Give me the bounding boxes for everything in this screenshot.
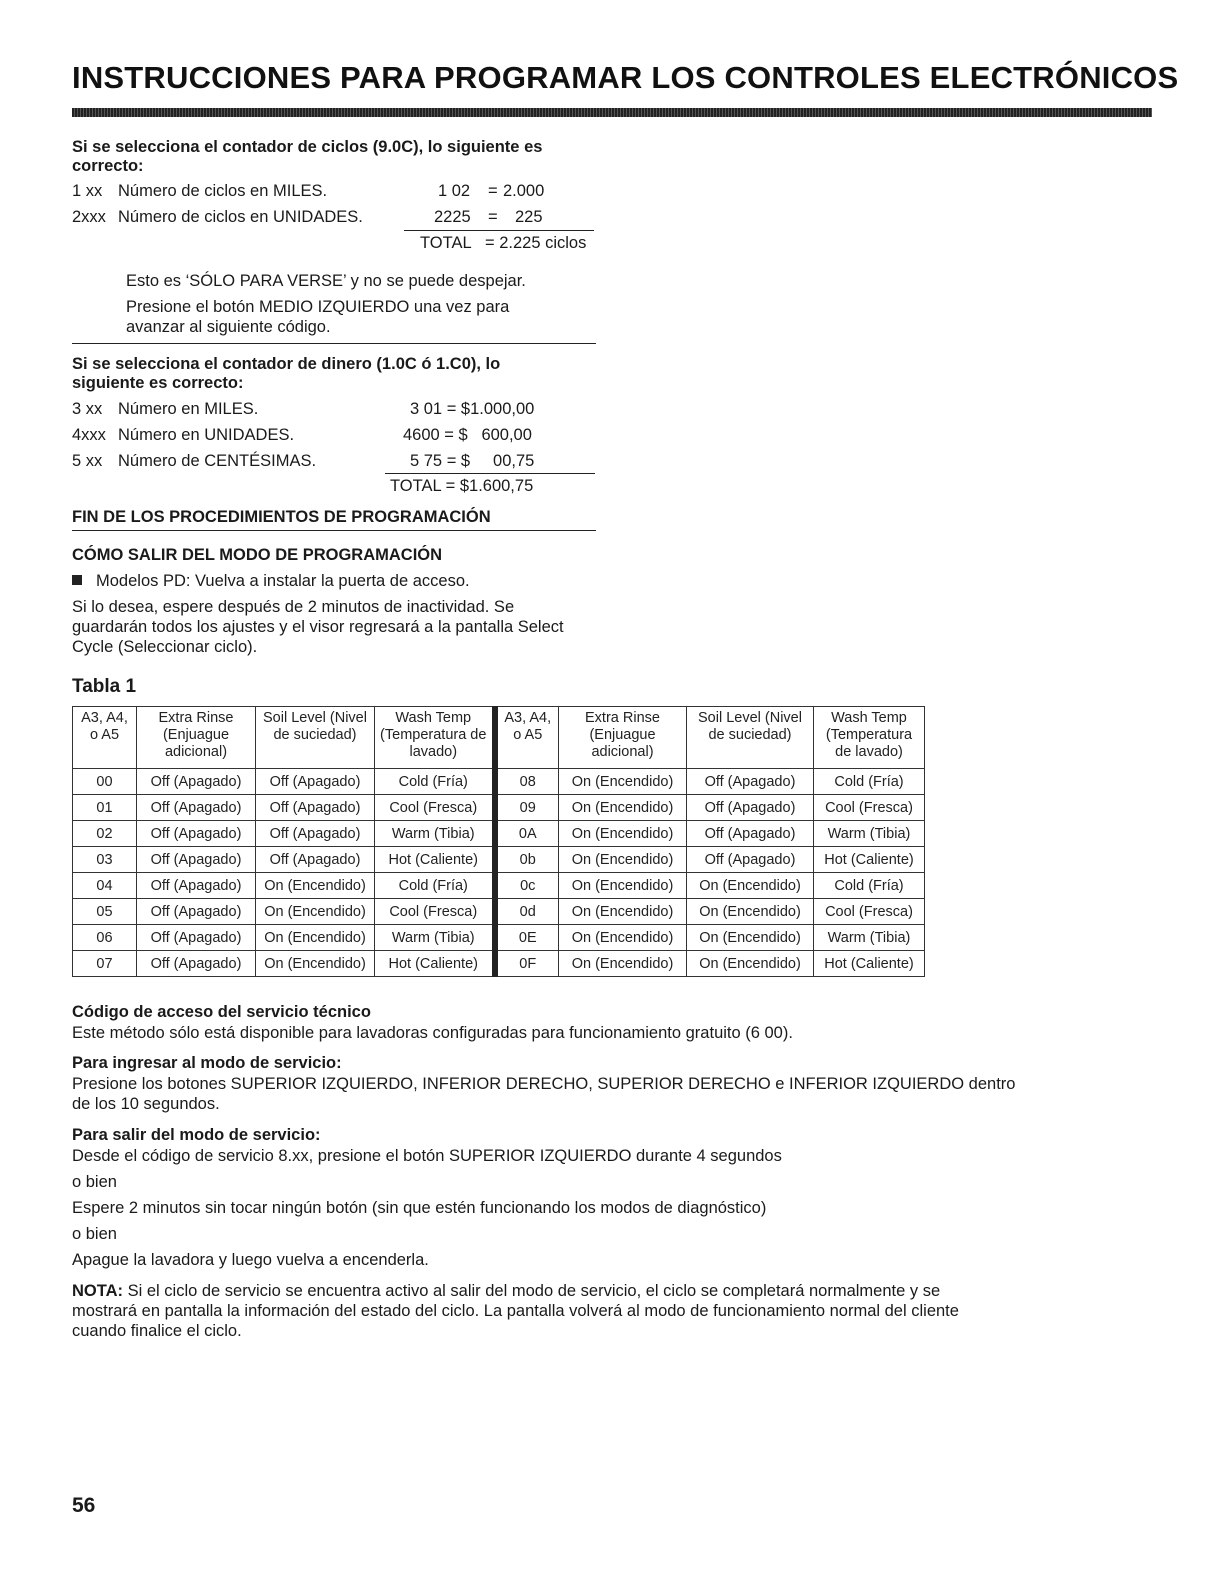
cycle-row-desc: Número de ciclos en MILES. [118,182,328,200]
cycle-counter-heading: Si se selecciona el contador de ciclos (9.0C), lo siguiente es correcto: [72,138,543,175]
service-heading: Código de acceso del servicio técnico [72,1003,371,1021]
cycle-row-desc: Número de ciclos en UNIDADES. [118,208,363,226]
table-cell: Cool (Fresca) [814,795,925,821]
enter-service-heading: Para ingresar al modo de servicio: [72,1054,342,1072]
table-cell: Off (Apagado) [687,847,814,873]
title-rule [72,108,1152,117]
table-cell: On (Encendido) [559,769,687,795]
cycle-total-value: = 2.225 ciclos [485,234,587,252]
table-cell: Off (Apagado) [137,873,256,899]
header-cell: Soil Level (Nivel de suciedad) [687,707,814,769]
money-total: TOTAL = $1.600,75 [390,477,534,495]
table-cell: 01 [73,795,137,821]
table-cell: Cold (Fría) [814,769,925,795]
table-cell: On (Encendido) [559,925,687,951]
table-cell: 05 [73,899,137,925]
table-cell: Off (Apagado) [687,821,814,847]
table-cell: Hot (Caliente) [814,951,925,977]
table-cell: Cold (Fría) [375,873,495,899]
exit-programming-heading: CÓMO SALIR DEL MODO DE PROGRAMACIÓN [72,546,443,564]
table-cell: Hot (Caliente) [375,847,495,873]
table-cell: Cold (Fría) [814,873,925,899]
exit-service-heading: Para salir del modo de servicio: [72,1126,321,1144]
table-row [73,951,925,977]
or-text: o bien [72,1225,117,1243]
exit-service-step-3: Apague la lavadora y luego vuelva a encenderla. [72,1251,429,1269]
table-cell: On (Encendido) [559,873,687,899]
table-cell: 02 [73,821,137,847]
money-row-desc: Número en UNIDADES. [118,426,295,444]
sum-rule [404,230,594,231]
table-cell: On (Encendido) [559,795,687,821]
cycle-row-example: 2225 [434,208,471,226]
table-cell: On (Encendido) [256,951,375,977]
table-cell: On (Encendido) [687,951,814,977]
money-row-example: 3 01 = $1.000,00 [410,400,535,418]
table-cell: On (Encendido) [687,873,814,899]
table-row [73,873,925,899]
header-cell: A3, A4, o A5 [73,707,137,769]
end-procedures-title: FIN DE LOS PROCEDIMIENTOS DE PROGRAMACIÓN [72,508,491,526]
money-row-code: 5 xx [72,452,103,470]
table-cell: Off (Apagado) [137,821,256,847]
header-cell: Wash Temp (Temperatura de lavado) [814,707,925,769]
page-title: INSTRUCCIONES PARA PROGRAMAR LOS CONTROLES ELECTRÓNICOS [72,60,1179,95]
header-cell: Soil Level (Nivel de suciedad) [256,707,375,769]
table-row [73,795,925,821]
bullet-square-icon [72,575,82,585]
table-cell: On (Encendido) [256,925,375,951]
exit-text: Si lo desea, espere después de 2 minutos de inactividad. Se guardarán todos los ajustes y el visor regresará a la pantalla Select Cycle (Seleccionar ciclo). [72,598,564,656]
table-cell: On (Encendido) [256,899,375,925]
table-cell: Hot (Caliente) [814,847,925,873]
table-cell: 04 [73,873,137,899]
page-number: 56 [72,1494,96,1517]
money-row-desc: Número de CENTÉSIMAS. [118,452,317,470]
table-cell: 03 [73,847,137,873]
cycle-row-eq: = [488,182,498,200]
table-cell: Off (Apagado) [137,899,256,925]
money-counter-heading: Si se selecciona el contador de dinero (1.0C ó 1.C0), lo siguiente es correcto: [72,355,501,392]
table-row [73,821,925,847]
cycle-row-result: 225 [515,208,543,226]
money-row-example: 4600 = $ 600,00 [403,426,532,444]
table-cell: Warm (Tibia) [814,925,925,951]
table-cell: Off (Apagado) [256,769,375,795]
table-cell: Off (Apagado) [256,847,375,873]
table-cell: 00 [73,769,137,795]
table-cell: On (Encendido) [687,899,814,925]
table-cell: Warm (Tibia) [375,821,495,847]
table-cell: Cool (Fresca) [814,899,925,925]
table-row [73,769,925,795]
table-cell: On (Encendido) [559,899,687,925]
section-divider [72,530,596,531]
money-row-code: 3 xx [72,400,103,418]
table-cell: Off (Apagado) [137,769,256,795]
note-text: Si el ciclo de servicio se encuentra activo al salir del modo de servicio, el ciclo se completará normalmente y se mostrará en pantalla la información del estado del ciclo. La pantalla volverá al modo de funcionamiento normal del cliente cuando finalice el ciclo. [72,1282,959,1340]
table-cell: Off (Apagado) [256,821,375,847]
exit-bullet-text: Modelos PD: Vuelva a instalar la puerta de acceso. [96,572,470,590]
table-cell: 0A [495,821,559,847]
cycle-row-eq: = [488,208,498,226]
service-text: Este método sólo está disponible para lavadoras configuradas para funcionamiento gratuito (6 00). [72,1024,793,1042]
table-row [73,847,925,873]
table-cell: 06 [73,925,137,951]
enter-service-text: Presione los botones SUPERIOR IZQUIERDO, INFERIOR DERECHO, SUPERIOR DERECHO e INFERIOR IZQUIERDO dentro de los 10 segundos. [72,1075,1016,1113]
cycle-row-code: 1 xx [72,182,103,200]
table-row [73,899,925,925]
table-cell: Off (Apagado) [687,769,814,795]
table-cell: Off (Apagado) [137,795,256,821]
table-cell: Off (Apagado) [137,925,256,951]
cycle-total-label: TOTAL [420,234,472,252]
table-cell: 07 [73,951,137,977]
view-only-note: Esto es ‘SÓLO PARA VERSE’ y no se puede despejar. [126,272,526,290]
cycle-row-result: 2.000 [503,182,545,200]
exit-service-step-1: Desde el código de servicio 8.xx, presione el botón SUPERIOR IZQUIERDO durante 4 segundos [72,1147,782,1165]
table-cell: 09 [495,795,559,821]
table-cell: On (Encendido) [559,821,687,847]
advance-note: Presione el botón MEDIO IZQUIERDO una vez para avanzar al siguiente código. [126,298,510,336]
table-cell: Warm (Tibia) [375,925,495,951]
table-cell: On (Encendido) [687,925,814,951]
table-cell: On (Encendido) [256,873,375,899]
money-row-desc: Número en MILES. [118,400,259,418]
table-cell: Off (Apagado) [137,847,256,873]
table-cell: Cool (Fresca) [375,899,495,925]
table-header-row [73,707,925,769]
table-cell: On (Encendido) [559,951,687,977]
header-cell: Extra Rinse (Enjuague adicional) [137,707,256,769]
table-cell: 0F [495,951,559,977]
table-cell: On (Encendido) [559,847,687,873]
table-cell: 0d [495,899,559,925]
cycle-row-code: 2xxx [72,208,106,226]
table-cell: Hot (Caliente) [375,951,495,977]
header-cell: A3, A4, o A5 [495,707,559,769]
note-label: NOTA: [72,1282,124,1300]
sum-rule [385,473,595,474]
table-cell: Cold (Fría) [375,769,495,795]
table-cell: Warm (Tibia) [814,821,925,847]
or-text: o bien [72,1173,117,1191]
table-cell: Off (Apagado) [137,951,256,977]
table-cell: 0b [495,847,559,873]
header-cell: Extra Rinse (Enjuague adicional) [559,707,687,769]
money-row-example: 5 75 = $ 00,75 [410,452,535,470]
table-cell: Cool (Fresca) [375,795,495,821]
table-cell: 08 [495,769,559,795]
table-label: Tabla 1 [72,676,137,697]
table-cell: Off (Apagado) [256,795,375,821]
table-cell: 0E [495,925,559,951]
table-cell: 0c [495,873,559,899]
table-cell: Off (Apagado) [687,795,814,821]
table-row [73,925,925,951]
section-divider [72,343,596,344]
exit-bullet-item [72,572,470,591]
exit-service-step-2: Espere 2 minutos sin tocar ningún botón (sin que estén funcionando los modos de diagnóstico) [72,1199,767,1217]
header-cell: Wash Temp (Temperatura de lavado) [375,707,495,769]
cycle-row-example: 1 02 [438,182,471,200]
money-row-code: 4xxx [72,426,106,444]
service-note [72,1281,1002,1341]
settings-table [72,706,925,977]
